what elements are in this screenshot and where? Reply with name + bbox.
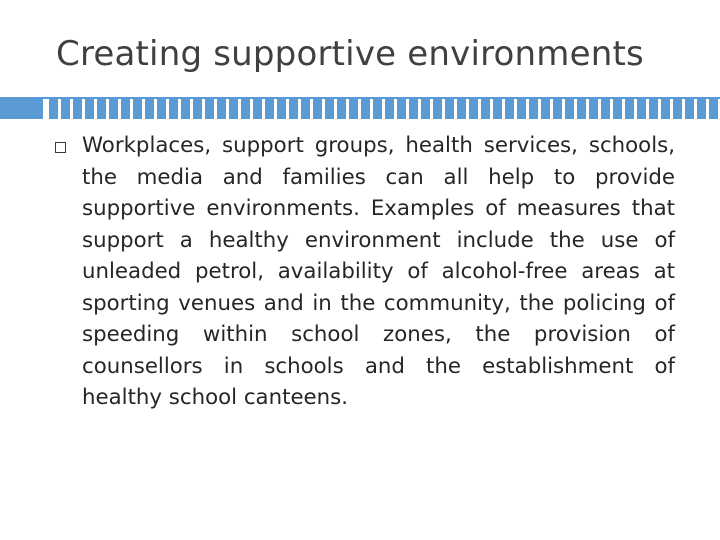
divider-square-54 xyxy=(685,97,694,119)
divider-square-40 xyxy=(517,97,526,119)
divider-square-31 xyxy=(409,97,418,119)
divider-square-33 xyxy=(433,97,442,119)
divider-square-9 xyxy=(145,97,154,119)
divider-square-12 xyxy=(181,97,190,119)
divider-square-10 xyxy=(157,97,166,119)
divider-square-43 xyxy=(553,97,562,119)
divider-square-7 xyxy=(121,97,130,119)
divider-square-21 xyxy=(289,97,298,119)
divider-square-50 xyxy=(637,97,646,119)
divider-square-34 xyxy=(445,97,454,119)
hollow-square-bullet-icon xyxy=(55,142,66,153)
divider-square-28 xyxy=(373,97,382,119)
divider-square-22 xyxy=(301,97,310,119)
divider-square-8 xyxy=(133,97,142,119)
divider-square-55 xyxy=(697,97,706,119)
divider-square-25 xyxy=(337,97,346,119)
divider-square-23 xyxy=(313,97,322,119)
divider-square-35 xyxy=(457,97,466,119)
divider-square-53 xyxy=(673,97,682,119)
divider-square-11 xyxy=(169,97,178,119)
divider-square-6 xyxy=(109,97,118,119)
divider-square-5 xyxy=(97,97,106,119)
divider-square-27 xyxy=(361,97,370,119)
divider-square-20 xyxy=(277,97,286,119)
divider-square-17 xyxy=(241,97,250,119)
divider-square-16 xyxy=(229,97,238,119)
divider-square-39 xyxy=(505,97,514,119)
divider-square-42 xyxy=(541,97,550,119)
divider-square-29 xyxy=(385,97,394,119)
divider-square-41 xyxy=(529,97,538,119)
divider-square-48 xyxy=(613,97,622,119)
title-accent-block xyxy=(0,97,43,119)
divider-square-15 xyxy=(217,97,226,119)
divider-square-44 xyxy=(565,97,574,119)
divider-square-47 xyxy=(601,97,610,119)
divider-square-14 xyxy=(205,97,214,119)
divider-square-49 xyxy=(625,97,634,119)
slide-title: Creating supportive environments xyxy=(56,34,644,74)
divider-square-56 xyxy=(709,97,718,119)
divider-square-19 xyxy=(265,97,274,119)
divider-square-26 xyxy=(349,97,358,119)
divider-square-51 xyxy=(649,97,658,119)
divider-square-2 xyxy=(61,97,70,119)
divider-square-4 xyxy=(85,97,94,119)
divider-square-46 xyxy=(589,97,598,119)
divider-square-24 xyxy=(325,97,334,119)
divider-square-13 xyxy=(193,97,202,119)
divider-square-30 xyxy=(397,97,406,119)
divider-square-37 xyxy=(481,97,490,119)
divider-square-1 xyxy=(49,97,58,119)
divider-square-52 xyxy=(661,97,670,119)
divider-square-18 xyxy=(253,97,262,119)
divider-square-3 xyxy=(73,97,82,119)
bullet-text: Workplaces, support groups, health services, schools, the media and families can all help to provide supportive environments. Examples of measures that support a healthy environment include the use of unleaded petrol, availability of alcohol-free areas at sporting venues and in the community, the policing of speeding within school zones, the provision of counsellors in schools and the establishment of healthy school canteens. xyxy=(82,133,675,410)
divider-square-38 xyxy=(493,97,502,119)
divider-square-36 xyxy=(469,97,478,119)
divider-square-32 xyxy=(421,97,430,119)
divider-square-45 xyxy=(577,97,586,119)
